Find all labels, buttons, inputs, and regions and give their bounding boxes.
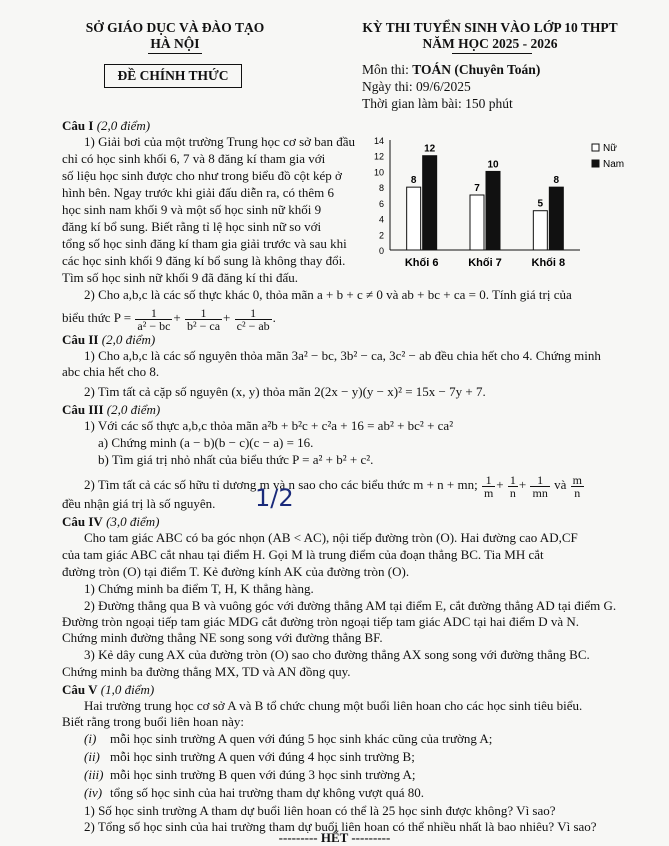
y-tick-label: 12 [373, 151, 384, 162]
bar-female [407, 187, 421, 250]
handwritten-note: 1/2 [255, 484, 294, 512]
org-city: HÀ NỘI [150, 36, 200, 51]
q2-part1-cont: abc chia hết cho 8. [62, 364, 160, 379]
bar-male [549, 187, 563, 250]
q5-heading: Câu V (1,0 điểm) [62, 682, 155, 697]
q1-line: hình bên. Ngay trước khi giải đấu diễn ra, có thêm 6 [62, 185, 335, 200]
bar-value-label: 10 [487, 159, 499, 171]
q4-part1: 1) Chứng minh ba điểm T, H, K thẳng hàng. [84, 581, 314, 596]
bar-value-label: 8 [553, 175, 560, 187]
fraction: $\frac{1}{mn}$ [532, 472, 548, 500]
subject-line: Môn thi: TOÁN (Chuyên Toán) [362, 62, 541, 77]
q3-part1a: a) Chứng minh (a − b)(b − c)(c − a) = 16. [98, 435, 314, 450]
legend-label: Nữ [603, 143, 617, 154]
q4-part3-cont: Chứng minh ba đường thẳng MX, TD và AN đồng quy. [62, 664, 351, 679]
legend-swatch [592, 144, 599, 151]
q5-intro: Hai trường trung học cơ sở A và B tổ chức chung một buổi liên hoan cho các học sinh tiêu biểu. [84, 698, 583, 713]
fraction: $\frac{1}{\text{a² − bc}}$ [137, 305, 171, 333]
fraction: $\frac{1}{\text{c² − ab}}$ [236, 305, 270, 333]
q4-heading: Câu IV (3,0 điểm) [62, 514, 160, 529]
q4-intro: Cho tam giác ABC có ba góc nhọn (AB < AC), nội tiếp đường tròn (O). Hai đường cao AD,CF [84, 530, 578, 545]
q3-heading: Câu III (2,0 điểm) [62, 402, 161, 417]
fraction: $\frac{1}{n}$ [509, 472, 516, 500]
q3-part1b: b) Tìm giá trị nhỏ nhất của biểu thức P = a² + b² + c². [98, 452, 374, 467]
q5-question1: 1) Số học sinh trường A tham dự buổi liên hoan có thể là 25 học sinh được không? Vì sao? [84, 803, 556, 818]
q3-part2-cont: đều nhận giá trị là số nguyên. [62, 496, 216, 511]
y-tick-label: 10 [373, 167, 384, 178]
bar-value-label: 5 [537, 198, 544, 210]
q3-part1: 1) Với các số thực a,b,c thỏa mãn a²b + b²c + c²a + 16 = ab² + bc² + ca² [84, 418, 454, 433]
q1-line: 1) Giải bơi của một trường Trung học cơ sở ban đầu [84, 134, 356, 149]
bar-value-label: 8 [410, 175, 417, 187]
time-line: Thời gian làm bài: 150 phút [362, 96, 513, 111]
q1-line: Tìm số học sinh nữ khối 9 đã đăng kí thi đấu. [62, 270, 298, 285]
bar-female [470, 195, 484, 250]
header-underline-right [452, 53, 532, 54]
q1-line: chỉ có học sinh khối 6, 7 và 8 đăng kí tham gia với [62, 151, 326, 166]
q4-part3: 3) Kẻ dây cung AX của đường tròn (O) sao cho đường thẳng AX song song với đường thẳng BC. [84, 647, 590, 662]
q1-part2: 2) Cho a,b,c là các số thực khác 0, thỏa mãn a + b + c ≠ 0 và ab + bc + ca = 0. Tính giá trị của [84, 287, 572, 302]
x-category-label: Khối 6 [404, 257, 439, 269]
legend-label: Nam [603, 159, 625, 170]
exam-title: KỲ THI TUYỂN SINH VÀO LỚP 10 THPT [362, 20, 618, 35]
y-tick-label: 14 [373, 136, 384, 146]
y-tick-label: 8 [378, 183, 384, 194]
x-category-label: Khối 8 [531, 257, 566, 269]
bar-female [533, 211, 547, 250]
q1-line: học sinh nam khối 9 và một số học sinh nữ khối 9 [62, 202, 322, 217]
q4-part2-cont: Chứng minh đường thẳng NE song song với đường thẳng BF. [62, 630, 383, 645]
org-name: SỞ GIÁO DỤC VÀ ĐÀO TẠO [85, 20, 265, 35]
q1-line: các học sinh khối 9 đăng kí bổ sung là không thay đổi. [62, 253, 346, 268]
q2-heading: Câu II (2,0 điểm) [62, 332, 156, 347]
q1-heading: Câu I (2,0 điểm) [62, 118, 151, 133]
q5-item: (i) mỗi học sinh trường A quen với đúng 5 học sinh khác cũng của trường A; [84, 731, 493, 746]
x-category-label: Khối 7 [468, 257, 502, 269]
q4-intro: đường tròn (O) tại điểm T. Kẻ đường kính AK của đường tròn (O). [62, 564, 410, 579]
end-marker: --------- HẾT --------- [278, 830, 391, 845]
q4-intro: của tam giác ABC cắt nhau tại điểm H. Gọi M là trung điểm của đoạn thẳng BC. Tia MH cắt [62, 547, 544, 562]
q1-line: tổng số học sinh đăng kí tham gia giải trước và sau khi [62, 236, 347, 251]
bar-male [423, 156, 437, 250]
q1-line: số liệu học sinh được cho như trong biểu đồ cột kép ở [62, 168, 342, 183]
bar-value-label: 12 [424, 143, 436, 155]
fraction: $\frac{1}{\text{b² − ca}}$ [187, 305, 221, 333]
q5-item: (iii) mỗi học sinh trường B quen với đúng 3 học sinh trường A; [84, 767, 416, 782]
bar-value-label: 7 [474, 183, 480, 194]
q5-intro: Biết rằng trong buổi liên hoan này: [62, 714, 244, 729]
q4-part2-cont: Đường tròn ngoại tiếp tam giác MDG cắt đường tròn ngoại tiếp tam giác ADC tại hai điểm D và N. [62, 614, 580, 629]
header-underline [148, 53, 202, 54]
bar-male [486, 171, 500, 250]
q2-part2: 2) Tìm tất cả cặp số nguyên (x, y) thỏa mãn 2(2x − y)(y − x)² = 15x − 7y + 7. [84, 384, 486, 399]
fraction: $\frac{1}{m}$ [483, 472, 494, 500]
fraction: $\frac{m}{n}$ [572, 472, 582, 500]
y-tick-label: 4 [378, 214, 384, 225]
q5-item: (ii) mỗi học sinh trường A quen với đúng 4 học sinh trường B; [84, 749, 415, 764]
legend-swatch [592, 160, 599, 167]
bar-chart [360, 132, 650, 280]
y-tick-label: 6 [378, 198, 384, 209]
school-year: NĂM HỌC 2025 - 2026 [422, 36, 558, 51]
q2-part1: 1) Cho a,b,c là các số nguyên thỏa mãn 3a² − bc, 3b² − ca, 3c² − ab đều chia hết cho 4. Chứng minh [84, 348, 601, 363]
q5-item: (iv) tổng số học sinh của hai trường tham dự không vượt quá 80. [84, 785, 424, 800]
q1-expression: biểu thức P = $\frac{1}{\text{a² − bc}}$ + $\frac{1}{\text{b² − ca}}$ + $\frac{1}{\text{c² − ab}}$ . [62, 305, 276, 333]
q4-part2: 2) Đường thẳng qua B và vuông góc với đường thẳng AM tại điểm E, cắt đường thẳng AD tại điểm G. [84, 598, 617, 613]
y-tick-label: 0 [378, 246, 384, 256]
date-line: Ngày thi: 09/6/2025 [362, 79, 471, 94]
q5-question2: 2) Tổng số học sinh của hai trường tham dự buổi liên hoan có thể nhiều nhất là bao nhiêu? Vì sao? [84, 819, 597, 834]
y-tick-label: 2 [378, 230, 384, 241]
q1-line: đăng kí bổ sung. Biết rằng tỉ lệ học sinh nữ so với [62, 219, 322, 234]
official-badge: ĐỀ CHÍNH THỨC [104, 64, 242, 88]
q3-part2: 2) Tìm tất cả các số hữu tỉ dương m và n sao cho các biểu thức m + n + mn; $\frac{1}{m}$ + $\frac{1}{n}$ + $\frac{1}{mn}$ và $\frac{m}{n}$ [84, 472, 582, 500]
